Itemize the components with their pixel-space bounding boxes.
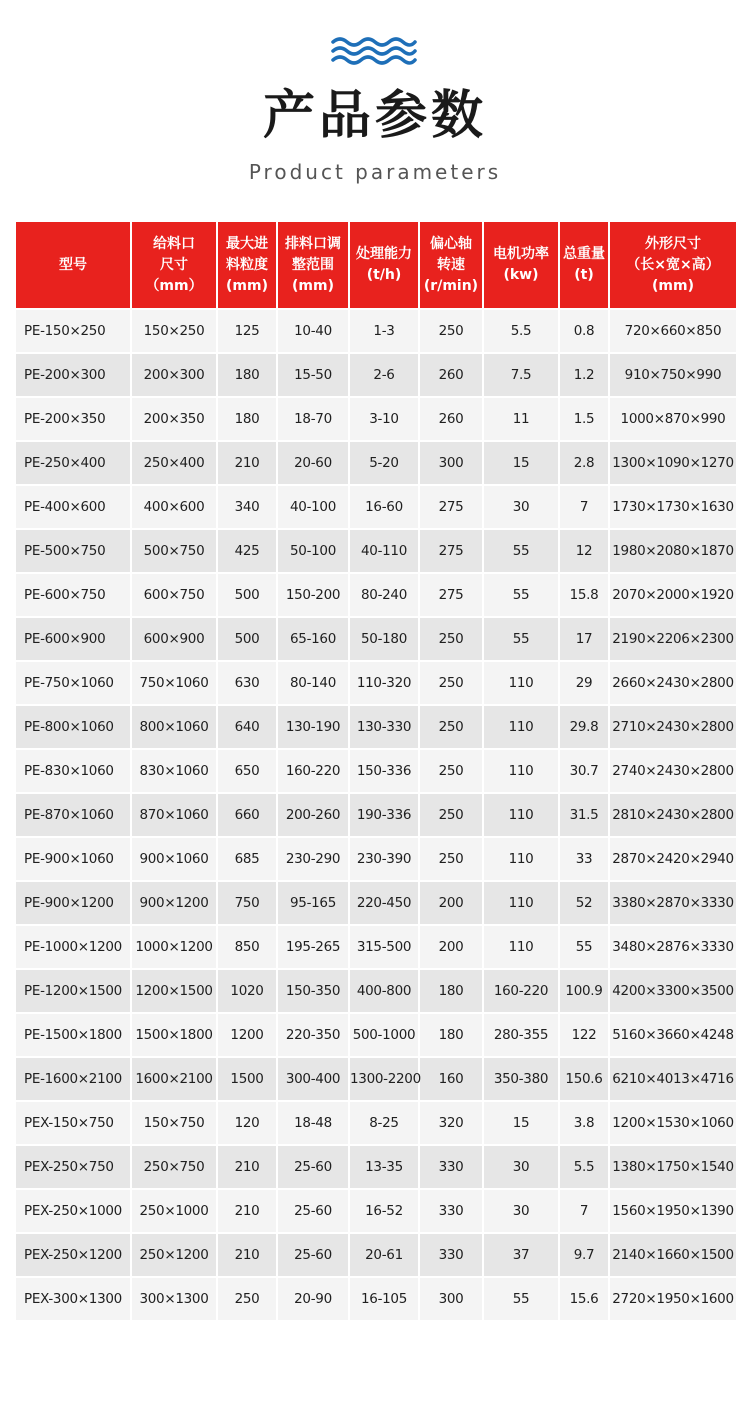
page-title: 产品参数: [262, 86, 487, 146]
table-cell: 15: [483, 1101, 559, 1145]
table-cell: 150-336: [349, 749, 419, 793]
table-cell: 7.5: [483, 353, 559, 397]
column-header-line: 最大进: [226, 235, 268, 252]
model-cell: PEX-250×1000: [15, 1189, 131, 1233]
table-cell: 1.5: [559, 397, 609, 441]
table-cell: 180: [419, 1013, 483, 1057]
model-cell: PE-150×250: [15, 309, 131, 353]
table-cell: 2810×2430×2800: [609, 793, 737, 837]
table-cell: 13-35: [349, 1145, 419, 1189]
table-cell: 200×300: [131, 353, 217, 397]
table-row: [15, 1189, 737, 1233]
table-cell: 95-165: [277, 881, 349, 925]
table-cell: 500×750: [131, 529, 217, 573]
table-cell: 500: [217, 617, 277, 661]
table-cell: 11: [483, 397, 559, 441]
table-row: [15, 1057, 737, 1101]
table-cell: 200×350: [131, 397, 217, 441]
table-cell: 300: [419, 1277, 483, 1321]
table-cell: 15.6: [559, 1277, 609, 1321]
table-cell: 100.9: [559, 969, 609, 1013]
column-header: [349, 221, 419, 309]
table-cell: 2-6: [349, 353, 419, 397]
table-cell: 110: [483, 749, 559, 793]
column-header-line: （长×宽×高）: [626, 256, 720, 273]
table-cell: 130-190: [277, 705, 349, 749]
table-cell: 1.2: [559, 353, 609, 397]
model-cell: PE-870×1060: [15, 793, 131, 837]
table-cell: 4200×3300×3500: [609, 969, 737, 1013]
table-cell: 130-330: [349, 705, 419, 749]
table-row: [15, 397, 737, 441]
table-row: [15, 1101, 737, 1145]
column-header-line: 尺寸: [160, 256, 188, 273]
table-cell: 250: [419, 617, 483, 661]
table-cell: 1-3: [349, 309, 419, 353]
table-cell: 180: [419, 969, 483, 1013]
table-cell: 210: [217, 1233, 277, 1277]
table-cell: 640: [217, 705, 277, 749]
table-cell: 900×1060: [131, 837, 217, 881]
table-cell: 30.7: [559, 749, 609, 793]
table-cell: 1020: [217, 969, 277, 1013]
column-header-line: 整范围: [292, 256, 334, 273]
table-cell: 150-200: [277, 573, 349, 617]
table-cell: 9.7: [559, 1233, 609, 1277]
model-cell: PE-800×1060: [15, 705, 131, 749]
table-cell: 1200×1500: [131, 969, 217, 1013]
model-cell: PE-1200×1500: [15, 969, 131, 1013]
table-cell: 17: [559, 617, 609, 661]
table-cell: 110: [483, 881, 559, 925]
model-cell: PE-600×900: [15, 617, 131, 661]
column-header: [483, 221, 559, 309]
table-cell: 500-1000: [349, 1013, 419, 1057]
table-cell: 400×600: [131, 485, 217, 529]
column-header-line: 型号: [59, 256, 87, 273]
table-cell: 330: [419, 1189, 483, 1233]
table-row: [15, 573, 737, 617]
column-header-line: (mm): [292, 277, 334, 294]
column-header-line: （mm）: [145, 277, 203, 294]
table-cell: 1000×870×990: [609, 397, 737, 441]
table-cell: 2.8: [559, 441, 609, 485]
table-cell: 5160×3660×4248: [609, 1013, 737, 1057]
column-header-line: (mm): [226, 277, 268, 294]
table-cell: 1200×1530×1060: [609, 1101, 737, 1145]
table-cell: 1500: [217, 1057, 277, 1101]
table-row: [15, 661, 737, 705]
table-cell: 195-265: [277, 925, 349, 969]
column-header-line: 偏心轴: [430, 235, 472, 252]
model-cell: PEX-250×750: [15, 1145, 131, 1189]
table-cell: 25-60: [277, 1145, 349, 1189]
table-cell: 2720×1950×1600: [609, 1277, 737, 1321]
table-cell: 150×250: [131, 309, 217, 353]
table-cell: 30: [483, 485, 559, 529]
model-cell: PE-600×750: [15, 573, 131, 617]
table-cell: 3480×2876×3330: [609, 925, 737, 969]
table-cell: 210: [217, 441, 277, 485]
table-cell: 55: [559, 925, 609, 969]
table-cell: 6210×4013×4716: [609, 1057, 737, 1101]
column-header: [277, 221, 349, 309]
model-cell: PE-900×1060: [15, 837, 131, 881]
table-cell: 750: [217, 881, 277, 925]
table-cell: 330: [419, 1145, 483, 1189]
table-cell: 55: [483, 573, 559, 617]
table-cell: 685: [217, 837, 277, 881]
table-row: [15, 793, 737, 837]
model-cell: PEX-150×750: [15, 1101, 131, 1145]
model-cell: PE-200×300: [15, 353, 131, 397]
table-cell: 3-10: [349, 397, 419, 441]
table-cell: 400-800: [349, 969, 419, 1013]
column-header: [609, 221, 737, 309]
table-cell: 230-290: [277, 837, 349, 881]
table-cell: 20-61: [349, 1233, 419, 1277]
table-cell: 65-160: [277, 617, 349, 661]
model-cell: PE-1600×2100: [15, 1057, 131, 1101]
column-header-line: 排料口调: [285, 235, 341, 252]
table-row: [15, 441, 737, 485]
page-subtitle: Product parameters: [248, 160, 502, 184]
table-cell: 18-48: [277, 1101, 349, 1145]
table-cell: 300×1300: [131, 1277, 217, 1321]
table-body: [15, 309, 737, 1321]
column-header-line: 料粒度: [226, 256, 268, 273]
table-cell: 260: [419, 397, 483, 441]
table-cell: 20-60: [277, 441, 349, 485]
column-header-line: 给料口: [153, 235, 195, 252]
table-cell: 275: [419, 529, 483, 573]
column-header: [15, 221, 131, 309]
column-header-line: 外形尺寸: [645, 235, 701, 252]
table-cell: 260: [419, 353, 483, 397]
table-cell: 1300×1090×1270: [609, 441, 737, 485]
table-cell: 125: [217, 309, 277, 353]
table-cell: 630: [217, 661, 277, 705]
table-cell: 18-70: [277, 397, 349, 441]
table-cell: 120: [217, 1101, 277, 1145]
table-cell: 280-355: [483, 1013, 559, 1057]
column-header-line: 总重量: [563, 246, 605, 262]
table-row: [15, 749, 737, 793]
table-cell: 3380×2870×3330: [609, 881, 737, 925]
table-cell: 900×1200: [131, 881, 217, 925]
table-row: [15, 1145, 737, 1189]
table-cell: 33: [559, 837, 609, 881]
column-header: [131, 221, 217, 309]
table-cell: 330: [419, 1233, 483, 1277]
table-cell: 20-90: [277, 1277, 349, 1321]
table-cell: 15-50: [277, 353, 349, 397]
table-cell: 850: [217, 925, 277, 969]
table-row: [15, 353, 737, 397]
table-cell: 250: [419, 837, 483, 881]
table-cell: 800×1060: [131, 705, 217, 749]
table-cell: 150×750: [131, 1101, 217, 1145]
table-cell: 660: [217, 793, 277, 837]
column-header-line: 电机功率: [493, 246, 549, 262]
table-cell: 2070×2000×1920: [609, 573, 737, 617]
table-cell: 110-320: [349, 661, 419, 705]
table-cell: 250: [419, 705, 483, 749]
table-cell: 40-100: [277, 485, 349, 529]
table-cell: 5-20: [349, 441, 419, 485]
table-cell: 500: [217, 573, 277, 617]
table-cell: 910×750×990: [609, 353, 737, 397]
table-cell: 7: [559, 1189, 609, 1233]
table-cell: 110: [483, 793, 559, 837]
table-cell: 12: [559, 529, 609, 573]
table-cell: 55: [483, 529, 559, 573]
parameters-table: [14, 220, 738, 1322]
table-cell: 220-450: [349, 881, 419, 925]
table-cell: 50-180: [349, 617, 419, 661]
table-cell: 250: [419, 661, 483, 705]
table-cell: 250: [419, 309, 483, 353]
model-cell: PE-400×600: [15, 485, 131, 529]
table-row: [15, 309, 737, 353]
table-cell: 30: [483, 1189, 559, 1233]
table-cell: 110: [483, 925, 559, 969]
table-row: [15, 969, 737, 1013]
model-cell: PE-1000×1200: [15, 925, 131, 969]
table-cell: 650: [217, 749, 277, 793]
table-cell: 220-350: [277, 1013, 349, 1057]
table-row: [15, 925, 737, 969]
table-cell: 55: [483, 1277, 559, 1321]
table-cell: 2710×2430×2800: [609, 705, 737, 749]
table-cell: 210: [217, 1145, 277, 1189]
table-cell: 1200: [217, 1013, 277, 1057]
table-cell: 16-60: [349, 485, 419, 529]
table-cell: 29.8: [559, 705, 609, 749]
table-cell: 8-25: [349, 1101, 419, 1145]
model-cell: PE-1500×1800: [15, 1013, 131, 1057]
table-cell: 340: [217, 485, 277, 529]
table-cell: 230-390: [349, 837, 419, 881]
table-cell: 320: [419, 1101, 483, 1145]
table-cell: 160-220: [483, 969, 559, 1013]
model-cell: PE-830×1060: [15, 749, 131, 793]
table-cell: 300: [419, 441, 483, 485]
table-cell: 80-240: [349, 573, 419, 617]
table-row: [15, 837, 737, 881]
column-header-line: (mm): [652, 277, 694, 294]
table-cell: 110: [483, 837, 559, 881]
table-cell: 180: [217, 397, 277, 441]
model-cell: PE-200×350: [15, 397, 131, 441]
table-cell: 122: [559, 1013, 609, 1057]
model-cell: PE-750×1060: [15, 661, 131, 705]
column-header-line: 转速: [437, 256, 465, 273]
model-cell: PE-500×750: [15, 529, 131, 573]
table-cell: 30: [483, 1145, 559, 1189]
table-header-row: [15, 221, 737, 309]
column-header-line: (t/h): [366, 267, 402, 283]
table-cell: 31.5: [559, 793, 609, 837]
table-cell: 15: [483, 441, 559, 485]
table-cell: 1000×1200: [131, 925, 217, 969]
table-cell: 29: [559, 661, 609, 705]
model-cell: PE-900×1200: [15, 881, 131, 925]
table-cell: 5.5: [559, 1145, 609, 1189]
table-row: [15, 1277, 737, 1321]
waves-icon: [331, 36, 417, 66]
table-cell: 200: [419, 881, 483, 925]
model-cell: PEX-250×1200: [15, 1233, 131, 1277]
table-cell: 2190×2206×2300: [609, 617, 737, 661]
table-cell: 250: [419, 749, 483, 793]
table-cell: 3.8: [559, 1101, 609, 1145]
table-cell: 0.8: [559, 309, 609, 353]
table-cell: 7: [559, 485, 609, 529]
table-cell: 5.5: [483, 309, 559, 353]
table-cell: 870×1060: [131, 793, 217, 837]
table-cell: 1730×1730×1630: [609, 485, 737, 529]
table-cell: 40-110: [349, 529, 419, 573]
table-cell: 2870×2420×2940: [609, 837, 737, 881]
table-cell: 190-336: [349, 793, 419, 837]
table-cell: 210: [217, 1189, 277, 1233]
table-row: [15, 1233, 737, 1277]
table-cell: 1380×1750×1540: [609, 1145, 737, 1189]
table-cell: 110: [483, 705, 559, 749]
table-cell: 25-60: [277, 1233, 349, 1277]
table-cell: 1500×1800: [131, 1013, 217, 1057]
table-row: [15, 617, 737, 661]
table-cell: 2140×1660×1500: [609, 1233, 737, 1277]
table-cell: 80-140: [277, 661, 349, 705]
table-cell: 750×1060: [131, 661, 217, 705]
table-cell: 1300-2200: [349, 1057, 419, 1101]
table-cell: 250×1200: [131, 1233, 217, 1277]
table-cell: 16-105: [349, 1277, 419, 1321]
table-cell: 600×900: [131, 617, 217, 661]
table-row: [15, 1013, 737, 1057]
table-cell: 1980×2080×1870: [609, 529, 737, 573]
table-cell: 720×660×850: [609, 309, 737, 353]
table-cell: 350-380: [483, 1057, 559, 1101]
model-cell: PE-250×400: [15, 441, 131, 485]
column-header-line: (kw): [503, 267, 539, 283]
table-cell: 10-40: [277, 309, 349, 353]
table-cell: 37: [483, 1233, 559, 1277]
table-cell: 1600×2100: [131, 1057, 217, 1101]
table-cell: 600×750: [131, 573, 217, 617]
table-cell: 16-52: [349, 1189, 419, 1233]
table-cell: 52: [559, 881, 609, 925]
table-cell: 160-220: [277, 749, 349, 793]
table-cell: 2660×2430×2800: [609, 661, 737, 705]
table-cell: 315-500: [349, 925, 419, 969]
table-cell: 180: [217, 353, 277, 397]
table-cell: 200-260: [277, 793, 349, 837]
table-cell: 150.6: [559, 1057, 609, 1101]
table-cell: 200: [419, 925, 483, 969]
column-header-line: 处理能力: [356, 246, 412, 262]
column-header-line: (t): [574, 267, 594, 283]
table-cell: 2740×2430×2800: [609, 749, 737, 793]
column-header: [419, 221, 483, 309]
column-header: [559, 221, 609, 309]
table-cell: 250: [217, 1277, 277, 1321]
table-row: [15, 705, 737, 749]
table-cell: 55: [483, 617, 559, 661]
table-cell: 160: [419, 1057, 483, 1101]
table-cell: 300-400: [277, 1057, 349, 1101]
table-cell: 250×1000: [131, 1189, 217, 1233]
table-cell: 425: [217, 529, 277, 573]
table-cell: 275: [419, 573, 483, 617]
column-header: [217, 221, 277, 309]
table-cell: 250×400: [131, 441, 217, 485]
table-row: [15, 881, 737, 925]
table-cell: 250×750: [131, 1145, 217, 1189]
table-cell: 275: [419, 485, 483, 529]
table-cell: 15.8: [559, 573, 609, 617]
model-cell: PEX-300×1300: [15, 1277, 131, 1321]
table-cell: 25-60: [277, 1189, 349, 1233]
table-cell: 1560×1950×1390: [609, 1189, 737, 1233]
column-header-line: (r/min): [423, 277, 479, 294]
table-cell: 830×1060: [131, 749, 217, 793]
table-cell: 50-100: [277, 529, 349, 573]
table-cell: 150-350: [277, 969, 349, 1013]
table-cell: 250: [419, 793, 483, 837]
table-row: [15, 529, 737, 573]
table-cell: 110: [483, 661, 559, 705]
table-row: [15, 485, 737, 529]
